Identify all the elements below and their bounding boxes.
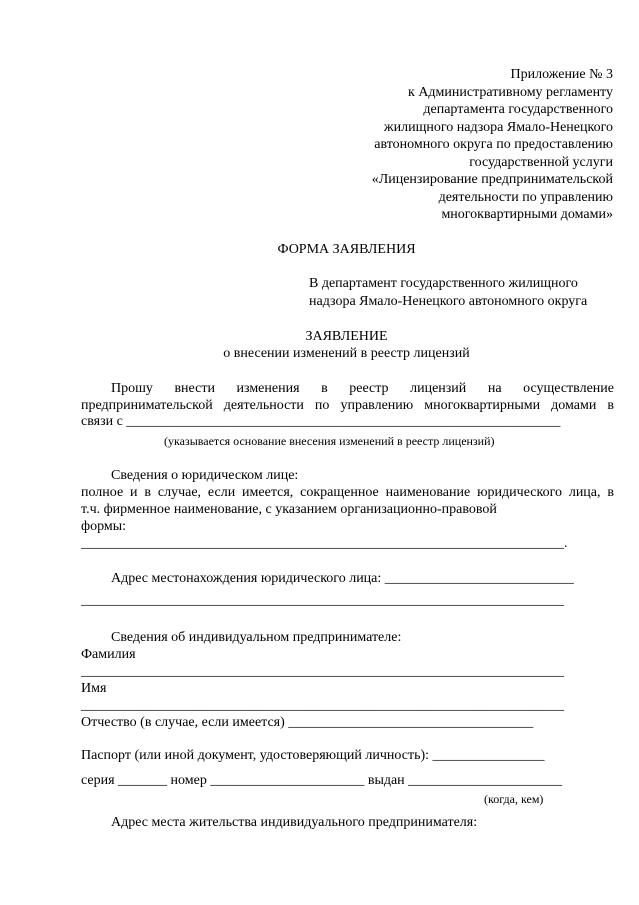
legal-entity-address-continuation[interactable]: _____________________________________________________________________ (81, 593, 564, 608)
legal-entity-name-field[interactable]: _____________________________________________________________________. (81, 536, 568, 551)
statement-title: ЗАЯВЛЕНИЕ (305, 329, 388, 344)
entrepreneur-heading: Сведения об индивидуальном предпринимателе: (111, 630, 402, 645)
issued-hint: (когда, кем) (484, 792, 544, 806)
appendix-line: к Административному регламенту (408, 84, 613, 100)
appendix-line: автономного округа по предоставлению (374, 137, 613, 152)
form-title: ФОРМА ЗАЯВЛЕНИЯ (277, 242, 416, 257)
residence-address-label: Адрес места жительства индивидуального предпринимателя: (111, 815, 478, 830)
request-line-1: Прошу внести изменения в реестр лицензий на осуществление (111, 381, 614, 396)
name-field[interactable]: _____________________________________________________________________ (81, 698, 564, 713)
appendix-line: жилищного надзора Ямало-Ненецкого (383, 119, 613, 135)
legal-entity-desc-1: полное и в случае, если имеется, сокращенное наименование юридического лица, в (81, 485, 614, 500)
request-reason-hint: (указывается основание внесения изменений в реестр лицензий) (164, 434, 495, 448)
appendix-line: государственной услуги (469, 154, 613, 170)
appendix-line: Приложение № 3 (510, 67, 613, 82)
surname-label: Фамилия (81, 647, 136, 662)
statement-subtitle: о внесении изменений в реестр лицензий (223, 346, 470, 361)
appendix-line: департамента государственного (423, 102, 613, 117)
appendix-line: деятельности по управлению (438, 189, 613, 205)
surname-field[interactable]: _____________________________________________________________________ (81, 664, 564, 679)
addressee-line: надзора Ямало-Ненецкого автономного округа (309, 294, 588, 309)
patronymic-field[interactable]: Отчество (в случае, если имеется) ___________________________________ (81, 715, 534, 730)
passport-series-number-issued[interactable]: серия _______ номер ______________________ выдан ______________________ (81, 773, 563, 788)
legal-entity-desc-2: т.ч. фирменное наименование, с указанием организационно-правовой (81, 502, 497, 517)
name-label: Имя (81, 681, 107, 696)
legal-entity-heading: Сведения о юридическом лице: (111, 468, 299, 483)
request-reason-field[interactable]: связи с ______________________________________________________________ (81, 414, 561, 429)
addressee-line: В департамент государственного жилищного (309, 276, 578, 291)
appendix-header (293, 66, 613, 224)
legal-entity-address-field[interactable]: Адрес местонахождения юридического лица: ___________________________ (111, 571, 574, 586)
addressee-block (309, 275, 587, 311)
request-line-2: предпринимательской деятельности по управлению многоквартирными домами в (81, 398, 614, 413)
appendix-line: многоквартирными домами» (441, 207, 613, 222)
appendix-line: «Лицензирование предпринимательской (371, 172, 613, 187)
legal-entity-desc-3: формы: (81, 519, 127, 534)
passport-field[interactable]: Паспорт (или иной документ, удостоверяющий личность): ________________ (81, 748, 545, 763)
